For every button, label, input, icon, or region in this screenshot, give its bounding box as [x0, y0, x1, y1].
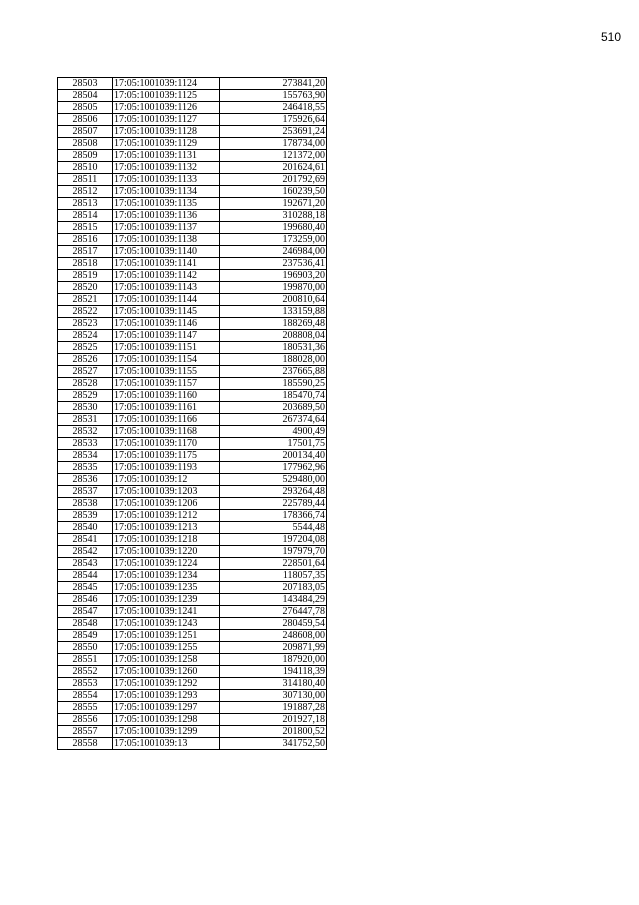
- amount-cell: 307130,00: [220, 690, 327, 702]
- table-row: [58, 618, 327, 630]
- table-row: [58, 366, 327, 378]
- row-number-cell: 28527: [58, 366, 113, 378]
- amount-cell: 196903,20: [220, 270, 327, 282]
- cadastral-number-cell: 17:05:1001039:1297: [113, 702, 220, 714]
- cadastral-number-cell: 17:05:1001039:1224: [113, 558, 220, 570]
- row-number-cell: 28537: [58, 486, 113, 498]
- table-row: [58, 414, 327, 426]
- cadastral-number-cell: 17:05:1001039:1206: [113, 498, 220, 510]
- amount-cell: 188028,00: [220, 354, 327, 366]
- row-number-cell: 28543: [58, 558, 113, 570]
- amount-cell: 178366,74: [220, 510, 327, 522]
- cadastral-number-cell: 17:05:1001039:1132: [113, 162, 220, 174]
- row-number-cell: 28558: [58, 738, 113, 750]
- amount-cell: 180531,36: [220, 342, 327, 354]
- cadastral-number-cell: 17:05:1001039:1251: [113, 630, 220, 642]
- table-row: [58, 426, 327, 438]
- cadastral-number-cell: 17:05:1001039:1128: [113, 126, 220, 138]
- row-number-cell: 28525: [58, 342, 113, 354]
- row-number-cell: 28555: [58, 702, 113, 714]
- table-row: [58, 354, 327, 366]
- table-row: [58, 486, 327, 498]
- table-row: [58, 378, 327, 390]
- row-number-cell: 28532: [58, 426, 113, 438]
- table-row: [58, 294, 327, 306]
- cadastral-number-cell: 17:05:1001039:1241: [113, 606, 220, 618]
- cadastral-number-cell: 17:05:1001039:1143: [113, 282, 220, 294]
- amount-cell: 118057,35: [220, 570, 327, 582]
- cadastral-number-cell: 17:05:1001039:1141: [113, 258, 220, 270]
- cadastral-number-cell: 17:05:1001039:1235: [113, 582, 220, 594]
- table-row: [58, 690, 327, 702]
- table-row: [58, 258, 327, 270]
- amount-cell: 310288,18: [220, 210, 327, 222]
- amount-cell: 178734,00: [220, 138, 327, 150]
- table-row: [58, 534, 327, 546]
- amount-cell: 199680,40: [220, 222, 327, 234]
- amount-cell: 267374,64: [220, 414, 327, 426]
- amount-cell: 273841,20: [220, 78, 327, 90]
- amount-cell: 187920,00: [220, 654, 327, 666]
- amount-cell: 280459,54: [220, 618, 327, 630]
- row-number-cell: 28557: [58, 726, 113, 738]
- row-number-cell: 28511: [58, 174, 113, 186]
- cadastral-number-cell: 17:05:1001039:1239: [113, 594, 220, 606]
- row-number-cell: 28541: [58, 534, 113, 546]
- cadastral-number-cell: 17:05:1001039:1144: [113, 294, 220, 306]
- table-row: [58, 162, 327, 174]
- table-row: [58, 666, 327, 678]
- amount-cell: 314180,40: [220, 678, 327, 690]
- row-number-cell: 28524: [58, 330, 113, 342]
- amount-cell: 248608,00: [220, 630, 327, 642]
- cadastral-number-cell: 17:05:1001039:1127: [113, 114, 220, 126]
- row-number-cell: 28523: [58, 318, 113, 330]
- table-row: [58, 186, 327, 198]
- cadastral-number-cell: 17:05:1001039:1136: [113, 210, 220, 222]
- table-row: [58, 726, 327, 738]
- row-number-cell: 28553: [58, 678, 113, 690]
- table-row: [58, 438, 327, 450]
- table-row: [58, 738, 327, 750]
- cadastral-number-cell: 17:05:1001039:1125: [113, 90, 220, 102]
- row-number-cell: 28549: [58, 630, 113, 642]
- cadastral-number-cell: 17:05:1001039:1218: [113, 534, 220, 546]
- amount-cell: 201624,61: [220, 162, 327, 174]
- row-number-cell: 28507: [58, 126, 113, 138]
- table-row: [58, 678, 327, 690]
- amount-cell: 188269,48: [220, 318, 327, 330]
- row-number-cell: 28508: [58, 138, 113, 150]
- amount-cell: 253691,24: [220, 126, 327, 138]
- cadastral-number-cell: 17:05:1001039:1147: [113, 330, 220, 342]
- cadastral-number-cell: 17:05:1001039:1151: [113, 342, 220, 354]
- row-number-cell: 28546: [58, 594, 113, 606]
- amount-cell: 246984,00: [220, 246, 327, 258]
- row-number-cell: 28520: [58, 282, 113, 294]
- row-number-cell: 28526: [58, 354, 113, 366]
- cadastral-number-cell: 17:05:1001039:1255: [113, 642, 220, 654]
- table-row: [58, 654, 327, 666]
- amount-cell: 121372,00: [220, 150, 327, 162]
- cadastral-number-cell: 17:05:1001039:1260: [113, 666, 220, 678]
- row-number-cell: 28515: [58, 222, 113, 234]
- row-number-cell: 28509: [58, 150, 113, 162]
- row-number-cell: 28534: [58, 450, 113, 462]
- amount-cell: 203689,50: [220, 402, 327, 414]
- amount-cell: 197979,70: [220, 546, 327, 558]
- cadastral-number-cell: 17:05:1001039:1166: [113, 414, 220, 426]
- amount-cell: 208808,04: [220, 330, 327, 342]
- amount-cell: 201927,18: [220, 714, 327, 726]
- row-number-cell: 28554: [58, 690, 113, 702]
- cadastral-number-cell: 17:05:1001039:1138: [113, 234, 220, 246]
- amount-cell: 197204,08: [220, 534, 327, 546]
- cadastral-number-cell: 17:05:1001039:1161: [113, 402, 220, 414]
- amount-cell: 207183,05: [220, 582, 327, 594]
- table-body: [58, 78, 327, 750]
- row-number-cell: 28517: [58, 246, 113, 258]
- row-number-cell: 28529: [58, 390, 113, 402]
- table-row: [58, 642, 327, 654]
- amount-cell: 529480,00: [220, 474, 327, 486]
- table-row: [58, 318, 327, 330]
- cadastral-number-cell: 17:05:1001039:1170: [113, 438, 220, 450]
- table-row: [58, 462, 327, 474]
- amount-cell: 237536,41: [220, 258, 327, 270]
- table-row: [58, 306, 327, 318]
- table-row: [58, 558, 327, 570]
- row-number-cell: 28531: [58, 414, 113, 426]
- row-number-cell: 28536: [58, 474, 113, 486]
- table-row: [58, 522, 327, 534]
- cadastral-number-cell: 17:05:1001039:1129: [113, 138, 220, 150]
- table-row: [58, 246, 327, 258]
- cadastral-number-cell: 17:05:1001039:1203: [113, 486, 220, 498]
- table-row: [58, 582, 327, 594]
- row-number-cell: 28533: [58, 438, 113, 450]
- amount-cell: 175926,64: [220, 114, 327, 126]
- cadastral-number-cell: 17:05:1001039:1298: [113, 714, 220, 726]
- table-row: [58, 546, 327, 558]
- cadastral-number-cell: 17:05:1001039:1131: [113, 150, 220, 162]
- table-row: [58, 570, 327, 582]
- amount-cell: 200810,64: [220, 294, 327, 306]
- amount-cell: 185470,74: [220, 390, 327, 402]
- table-row: [58, 474, 327, 486]
- table-row: [58, 174, 327, 186]
- cadastral-number-cell: 17:05:1001039:1213: [113, 522, 220, 534]
- cadastral-number-cell: 17:05:1001039:1293: [113, 690, 220, 702]
- amount-cell: 201792,69: [220, 174, 327, 186]
- cadastral-number-cell: 17:05:1001039:1157: [113, 378, 220, 390]
- table-row: [58, 330, 327, 342]
- table-row: [58, 102, 327, 114]
- row-number-cell: 28550: [58, 642, 113, 654]
- row-number-cell: 28521: [58, 294, 113, 306]
- cadastral-number-cell: 17:05:1001039:1168: [113, 426, 220, 438]
- row-number-cell: 28539: [58, 510, 113, 522]
- row-number-cell: 28530: [58, 402, 113, 414]
- row-number-cell: 28528: [58, 378, 113, 390]
- row-number-cell: 28545: [58, 582, 113, 594]
- cadastral-number-cell: 17:05:1001039:1137: [113, 222, 220, 234]
- amount-cell: 133159,88: [220, 306, 327, 318]
- cadastral-number-cell: 17:05:1001039:1142: [113, 270, 220, 282]
- amount-cell: 192671,20: [220, 198, 327, 210]
- table-row: [58, 150, 327, 162]
- table-row: [58, 390, 327, 402]
- cadastral-number-cell: 17:05:1001039:1140: [113, 246, 220, 258]
- table-row: [58, 234, 327, 246]
- cadastral-number-cell: 17:05:1001039:1212: [113, 510, 220, 522]
- table-row: [58, 114, 327, 126]
- table-row: [58, 90, 327, 102]
- row-number-cell: 28548: [58, 618, 113, 630]
- amount-cell: 160239,50: [220, 186, 327, 198]
- row-number-cell: 28510: [58, 162, 113, 174]
- data-table: [57, 77, 327, 750]
- cadastral-number-cell: 17:05:1001039:1134: [113, 186, 220, 198]
- table-row: [58, 78, 327, 90]
- cadastral-number-cell: 17:05:1001039:13: [113, 738, 220, 750]
- table-row: [58, 126, 327, 138]
- row-number-cell: 28540: [58, 522, 113, 534]
- row-number-cell: 28547: [58, 606, 113, 618]
- amount-cell: 293264,48: [220, 486, 327, 498]
- cadastral-number-cell: 17:05:1001039:1135: [113, 198, 220, 210]
- table-row: [58, 138, 327, 150]
- amount-cell: 237665,88: [220, 366, 327, 378]
- amount-cell: 200134,40: [220, 450, 327, 462]
- row-number-cell: 28556: [58, 714, 113, 726]
- row-number-cell: 28544: [58, 570, 113, 582]
- table-row: [58, 606, 327, 618]
- amount-cell: 191887,28: [220, 702, 327, 714]
- amount-cell: 177962,96: [220, 462, 327, 474]
- table-row: [58, 270, 327, 282]
- table-row: [58, 510, 327, 522]
- amount-cell: 225789,44: [220, 498, 327, 510]
- amount-cell: 194118,39: [220, 666, 327, 678]
- amount-cell: 341752,50: [220, 738, 327, 750]
- table-row: [58, 198, 327, 210]
- page-number: 510: [600, 30, 621, 44]
- cadastral-number-cell: 17:05:1001039:1175: [113, 450, 220, 462]
- cadastral-number-cell: 17:05:1001039:1126: [113, 102, 220, 114]
- cadastral-number-cell: 17:05:1001039:1193: [113, 462, 220, 474]
- row-number-cell: 28552: [58, 666, 113, 678]
- cadastral-number-cell: 17:05:1001039:1299: [113, 726, 220, 738]
- table-row: [58, 498, 327, 510]
- row-number-cell: 28512: [58, 186, 113, 198]
- row-number-cell: 28519: [58, 270, 113, 282]
- cadastral-number-cell: 17:05:1001039:1124: [113, 78, 220, 90]
- cadastral-number-cell: 17:05:1001039:12: [113, 474, 220, 486]
- row-number-cell: 28538: [58, 498, 113, 510]
- table-row: [58, 594, 327, 606]
- amount-cell: 4900,49: [220, 426, 327, 438]
- table-row: [58, 702, 327, 714]
- cadastral-number-cell: 17:05:1001039:1234: [113, 570, 220, 582]
- amount-cell: 228501,64: [220, 558, 327, 570]
- row-number-cell: 28522: [58, 306, 113, 318]
- cadastral-number-cell: 17:05:1001039:1133: [113, 174, 220, 186]
- row-number-cell: 28542: [58, 546, 113, 558]
- cadastral-number-cell: 17:05:1001039:1292: [113, 678, 220, 690]
- table-row: [58, 402, 327, 414]
- cadastral-number-cell: 17:05:1001039:1258: [113, 654, 220, 666]
- row-number-cell: 28504: [58, 90, 113, 102]
- amount-cell: 209871,99: [220, 642, 327, 654]
- table-row: [58, 630, 327, 642]
- cadastral-number-cell: 17:05:1001039:1155: [113, 366, 220, 378]
- cadastral-number-cell: 17:05:1001039:1145: [113, 306, 220, 318]
- table-row: [58, 222, 327, 234]
- row-number-cell: 28513: [58, 198, 113, 210]
- row-number-cell: 28503: [58, 78, 113, 90]
- cadastral-number-cell: 17:05:1001039:1243: [113, 618, 220, 630]
- amount-cell: 17501,75: [220, 438, 327, 450]
- row-number-cell: 28518: [58, 258, 113, 270]
- row-number-cell: 28514: [58, 210, 113, 222]
- row-number-cell: 28505: [58, 102, 113, 114]
- table-row: [58, 450, 327, 462]
- cadastral-number-cell: 17:05:1001039:1160: [113, 390, 220, 402]
- amount-cell: 143484,29: [220, 594, 327, 606]
- cadastral-number-cell: 17:05:1001039:1154: [113, 354, 220, 366]
- table-row: [58, 210, 327, 222]
- amount-cell: 173259,00: [220, 234, 327, 246]
- table-row: [58, 342, 327, 354]
- amount-cell: 185590,25: [220, 378, 327, 390]
- row-number-cell: 28516: [58, 234, 113, 246]
- amount-cell: 276447,78: [220, 606, 327, 618]
- cadastral-number-cell: 17:05:1001039:1220: [113, 546, 220, 558]
- amount-cell: 155763,90: [220, 90, 327, 102]
- table-row: [58, 282, 327, 294]
- amount-cell: 201800,52: [220, 726, 327, 738]
- amount-cell: 5544,48: [220, 522, 327, 534]
- amount-cell: 246418,55: [220, 102, 327, 114]
- row-number-cell: 28506: [58, 114, 113, 126]
- table-row: [58, 714, 327, 726]
- amount-cell: 199870,00: [220, 282, 327, 294]
- row-number-cell: 28551: [58, 654, 113, 666]
- cadastral-number-cell: 17:05:1001039:1146: [113, 318, 220, 330]
- row-number-cell: 28535: [58, 462, 113, 474]
